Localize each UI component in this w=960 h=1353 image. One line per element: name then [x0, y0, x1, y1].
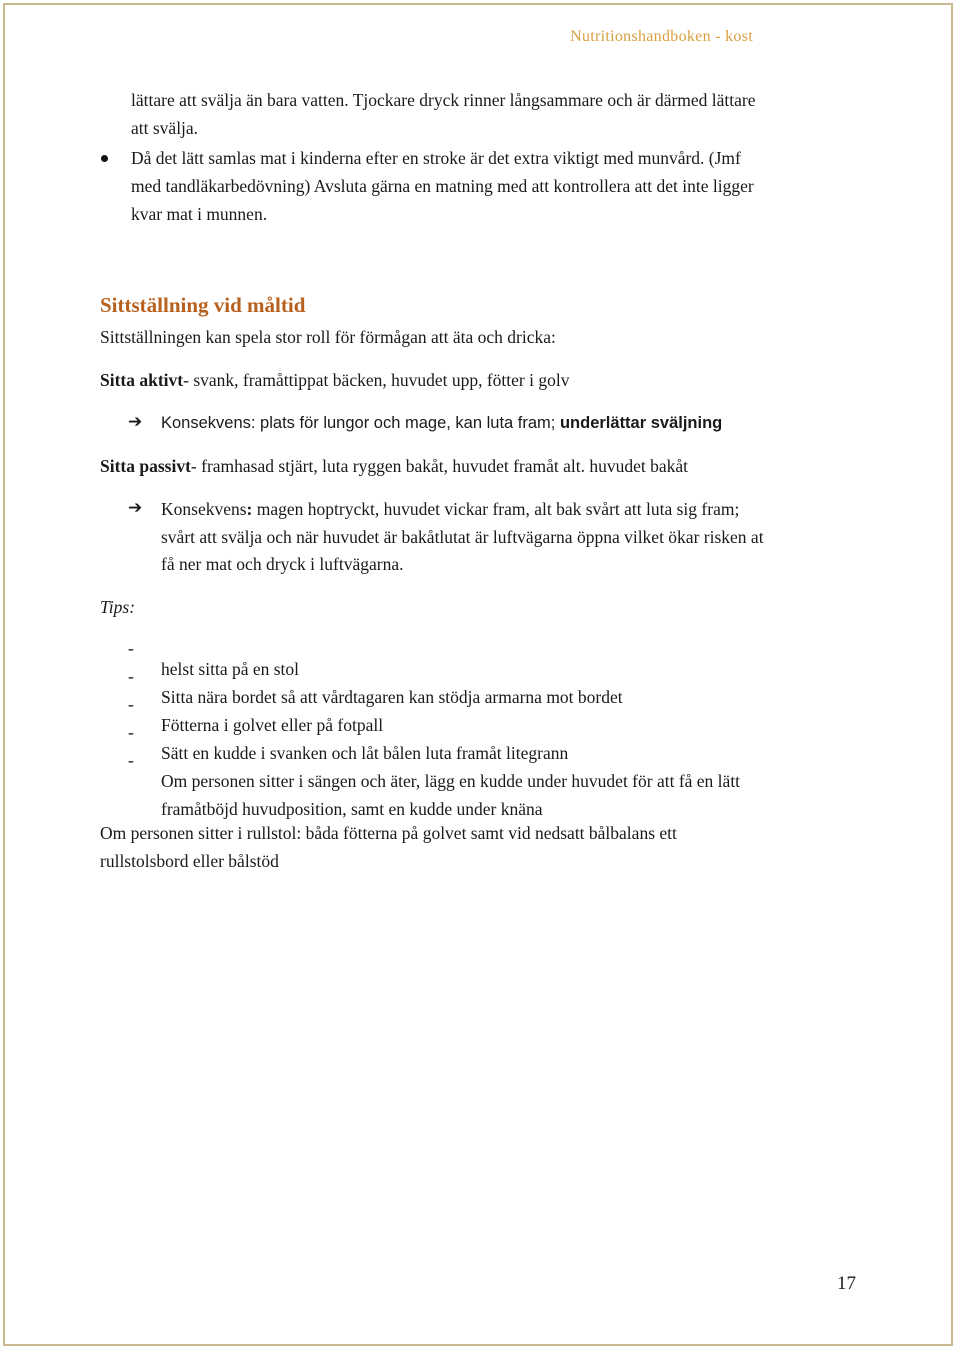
running-header: Nutritionshandboken - kost — [570, 28, 753, 45]
passive-consequence-line: svårt att svälja och när huvudet är bakåtlutat är luftvägarna öppna vilket ökar risken at — [161, 527, 764, 547]
list-dash: - — [128, 666, 134, 686]
active-consequence-text: Konsekvens: plats för lungor och mage, kan luta fram; — [161, 414, 560, 432]
passive-consequence-text: magen hoptryckt, huvudet vickar fram, alt bak svårt att luta sig fram; — [252, 499, 740, 519]
right-arrow-icon: ➔ — [128, 412, 143, 432]
passive-consequence-colon: : — [246, 499, 253, 519]
list-dash: - — [128, 750, 134, 770]
bullet-text: med tandläkarbedövning) Avsluta gärna en matning med att kontrollera att det inte ligger — [131, 176, 754, 196]
tip-item: Sitta nära bordet så att vårdtagaren kan stödja armarna mot bordet — [161, 686, 623, 707]
tip-item-continuation: framåtböjd huvudposition, samt en kudde under knäna — [161, 798, 543, 819]
active-consequence — [161, 409, 722, 437]
list-dash: - — [128, 694, 134, 714]
tip-item: helst sitta på en stol — [161, 658, 300, 679]
tip-item: Fötterna i golvet eller på fotpall — [161, 714, 384, 735]
tip-item: Sätt en kudde i svanken och låt bålen luta framåt litegrann — [161, 742, 569, 763]
bullet-text: kvar mat i munnen. — [131, 204, 268, 224]
active-sitting-label: Sitta aktivt — [100, 370, 184, 390]
passive-sitting-line — [100, 452, 688, 480]
section-lead: Sittställningen kan spela stor roll för förmågan att äta och dricka: — [100, 327, 556, 347]
section-heading: Sittställning vid måltid — [100, 293, 306, 317]
passive-sitting-text: - framhasad stjärt, luta ryggen bakåt, huvudet framåt alt. huvudet bakåt — [190, 456, 689, 476]
right-arrow-icon: ➔ — [128, 498, 143, 518]
active-consequence-emphasis: underlättar sväljning — [559, 414, 723, 432]
passive-sitting-label: Sitta passivt — [100, 456, 191, 476]
active-sitting-text: - svank, framåttippat bäcken, huvudet upp, fötter i golv — [183, 370, 570, 390]
list-dash: - — [128, 722, 134, 742]
list-dash: - — [128, 638, 134, 658]
passive-consequence — [161, 495, 861, 523]
wheelchair-paragraph: rullstolsbord eller bålstöd — [100, 851, 279, 871]
wheelchair-paragraph: Om personen sitter i rullstol: båda fötterna på golvet samt vid nedsatt bålbalans ett — [100, 823, 677, 843]
tip-item: Om personen sitter i sängen och äter, lägg en kudde under huvudet för att få en lätt — [161, 770, 741, 791]
intro-line: lättare att svälja än bara vatten. Tjockare dryck rinner långsammare och är därmed lättare — [131, 90, 756, 110]
bullet-dot-icon — [101, 155, 108, 162]
page-number: 17 — [837, 1273, 856, 1294]
passive-consequence-label: Konsekvens — [161, 499, 247, 519]
active-sitting-line — [100, 366, 569, 394]
intro-line: att svälja. — [131, 118, 199, 138]
passive-consequence-line: få ner mat och dryck i luftvägarna. — [161, 554, 404, 574]
bullet-text: Då det lätt samlas mat i kinderna efter en stroke är det extra viktigt med munvård. (Jmf — [131, 148, 741, 168]
tips-label: Tips: — [100, 597, 136, 617]
